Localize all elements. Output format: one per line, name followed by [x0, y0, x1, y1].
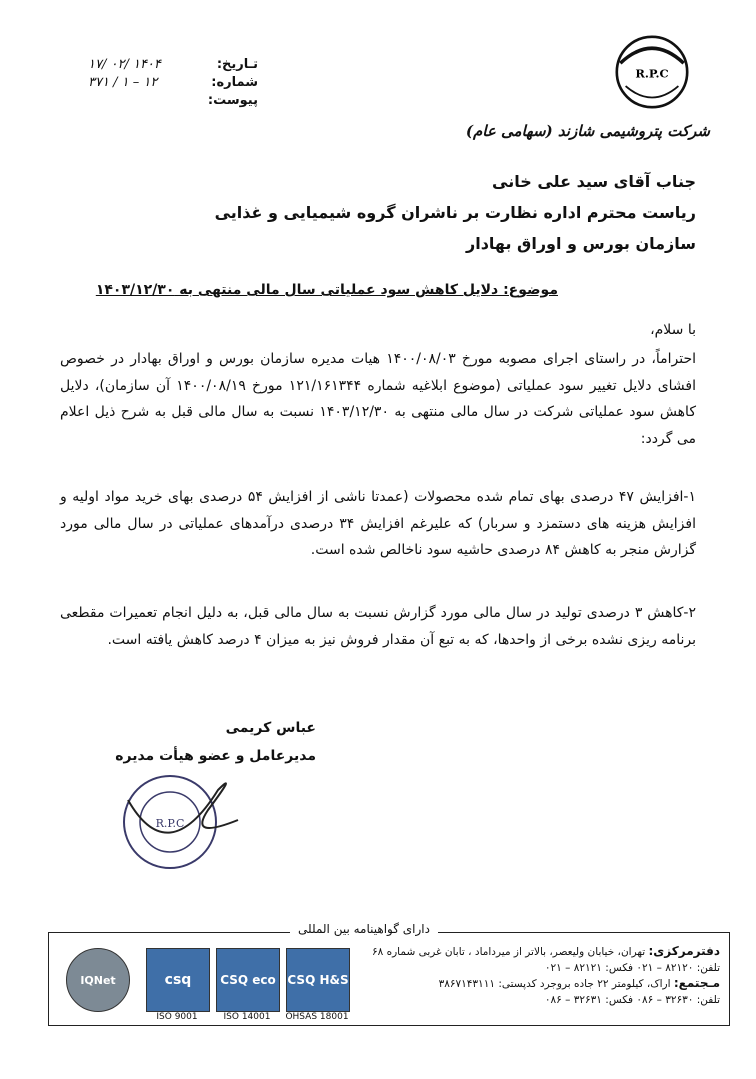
ohsas-18001-badge: CSQ H&S [286, 948, 350, 1012]
reason-item-1: ۱-افزایش ۴۷ درصدی بهای تمام شده محصولات (عمدتا ناشی از افزایش ۵۴ درصدی بهای خرید مواد اولیه و افزایش هزینه های دستمزد و سربار) که علیرغم افزایش ۳۴ درصدی درآمدهای عملیاتی در سال مالی مورد گزارش منجر به کاهش ۸۴ درصدی حاشیه سود ناخالص شده است. [60, 489, 697, 558]
date-value: ۱۴۰۴ /۰۲ /۱۷ [88, 57, 161, 72]
signer-title: مدیرعامل و عضو هیأت مدیره [115, 748, 316, 764]
iso-14001-badge: CSQ eco [216, 948, 280, 1012]
company-logo [608, 28, 696, 116]
contact-info [340, 944, 720, 1008]
iso-9001-label: ISO 9001 [156, 1012, 198, 1022]
office-label: دفترمرکزی: [648, 944, 720, 958]
attachment-label: پیوست: [207, 93, 258, 108]
certification-caption: دارای گواهینامه بین المللی [290, 922, 438, 936]
office-phones: تلفن: ۸۲۱۲۰ – ۰۲۱ فکس: ۸۲۱۲۱ – ۰۲۱ [544, 961, 720, 974]
iqnet-badge: IQNet [66, 948, 130, 1012]
document-meta [88, 56, 258, 110]
office-address: تهران، خیابان ولیعصر، بالاتر از میرداماد ، تابان غربی شماره ۶۸ [371, 946, 646, 958]
greeting: با سلام، [650, 322, 696, 338]
addressee-line-2: ریاست محترم اداره نظارت بر ناشران گروه شیمیایی و غذایی [214, 203, 696, 222]
stamp-text: R.P.C [155, 817, 185, 830]
date-row [88, 56, 258, 74]
number-row [88, 74, 258, 92]
logo-text: R.P.C [635, 66, 669, 81]
number-label: شماره: [211, 75, 258, 90]
addressee-line-3: سازمان بورس و اوراق بهادار [466, 234, 696, 253]
complex-line [340, 976, 720, 993]
iso-9001-badge: csq [146, 948, 210, 1012]
addressee-line-1: جناب آقای سید علی خانی [492, 172, 696, 191]
company-name: شرکت پتروشیمی شازند (سهامی عام) [465, 122, 710, 140]
attachment-row [88, 92, 258, 110]
company-stamp [108, 760, 248, 880]
intro-paragraph: احتراماً، در راستای اجرای مصوبه مورخ ۱۴۰۰/۰۸/۰۳ هیات مدیره سازمان بورس و اوراق بهادار در خصوص افشای دلایل تغییر سود عملیاتی (موضوع ابلاغیه شماره ۱۲۱/۱۶۱۳۴۴ مورخ ۱۴۰۰/۰۸/۱۹ آن سازمان)، دلایل کاهش سود عملیاتی شرکت در سال مالی منتهی به ۱۴۰۳/۱۲/۳۰ نسبت به سال مالی قبل به شرح ذیل اعلام می گردد: [60, 351, 696, 447]
office-line [340, 944, 720, 961]
complex-phones: تلفن: ۳۲۶۳۰ – ۰۸۶ فکس: ۳۲۶۳۱ – ۰۸۶ [544, 993, 720, 1006]
ohsas-18001-label: OHSAS 18001 [285, 1012, 349, 1022]
number-value: ۱۲ – ۱ / ۳۷۱ [88, 75, 158, 90]
iso-14001-label: ISO 14001 [223, 1012, 271, 1022]
subject-line: موضوع: دلایل کاهش سود عملیاتی سال مالی منتهی به ۱۴۰۳/۱۲/۳۰ [95, 282, 558, 298]
signer-name: عباس کریمی [225, 720, 316, 736]
date-label: تـاریخ: [216, 57, 258, 72]
complex-address: اراک، کیلومتر ۲۲ جاده بروجرد کدپستی: ۳۸۶۷۱۴۳۱۱۱ [438, 978, 671, 990]
reason-item-2: ۲-کاهش ۳ درصدی تولید در سال مالی مورد گزارش نسبت به سال مالی قبل، به دلیل انجام تعمیرات مقطعی برنامه ریزی نشده برخی از واحدها، که به تبع آن مقدار فروش نیز به میزان ۴ درصد کاهش یافته است. [60, 605, 697, 648]
complex-label: مـجتمع: [673, 976, 720, 990]
